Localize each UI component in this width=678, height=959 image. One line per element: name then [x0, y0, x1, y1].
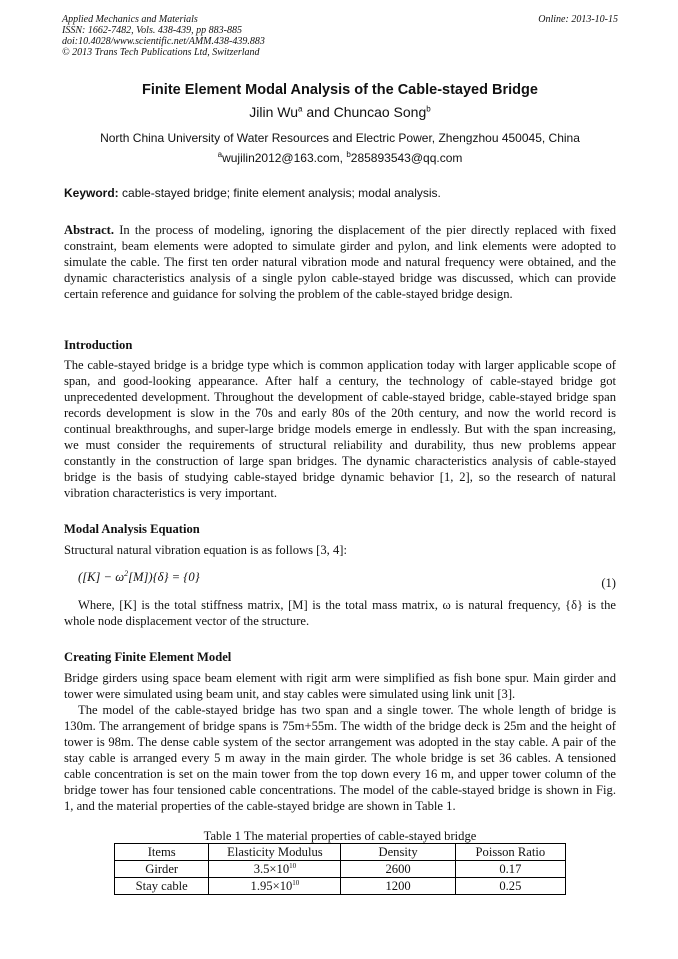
modulus-exponent: 10 [292, 878, 300, 887]
cell-item: Stay cable [115, 878, 209, 895]
table-caption: Table 1 The material properties of cable-stayed bridge [203, 829, 477, 843]
abstract [64, 222, 616, 302]
author-1-marker: a [298, 104, 303, 114]
creating-paragraph-2: The model of the cable-stayed bridge has two span and a single tower. The whole length of bridge is 130m. The arrangement of bridge spans is 75m+55m. The width of the bridge deck is 25m and the height of tower is 98m. The dense cable system of the sector arrangement was adopted in the stay cable. A pair of the stay cable is arranged every 5 m away in the main girder. The whole bridge is set 36 cables. A tensioned cable concentration is set on the main tower from the top down every 16 m, and upper tower column of the bridge tower has four tensioned cable concentrations. The model of the cable-stayed bridge is shown in Fig. 1, and the material properties of the cable-stayed bridge are shown in Table 1. [64, 703, 616, 813]
equation-exponent: 2 [124, 568, 129, 578]
cell-density: 1200 [341, 878, 455, 895]
keyword-text: cable-stayed bridge; finite element analysis; modal analysis. [118, 186, 441, 200]
modulus-exponent: 10 [289, 861, 297, 870]
modal-heading: Modal Analysis Equation [64, 522, 200, 536]
modal-where: Where, [K] is the total stiffness matrix, [M] is the total mass matrix, ω is natural frequency, {δ} is the whole node displacement vector of the structure. [64, 598, 616, 628]
introduction-text: The cable-stayed bridge is a bridge type which is common application today with larger applicable scope of span, and good-looking appearance. After half a century, the technology of cable-stayed bridge got unprecedented development. Throughout the development of cable-stayed bridge, cable-stayed bridge span records development is slow in the 70s and early 80s of the 20th century, and now the world record is continual breakthroughs, and super-large bridge models emerge in endlessly. But with the span increasing, we must consider the requirements of structural reliability and durability, thus new problems appear constantly in the construction of large span bridges. The dynamic characteristics analysis of cable-stayed bridge is the basis of studying cable-stayed bridge dynamic behavior [1, 2], so the research of natural vibration characteristics is very important. [64, 358, 616, 500]
table-header-row [115, 844, 566, 861]
author-2: Chuncao Song [333, 104, 427, 120]
equation-right: [M]){δ} = {0} [128, 570, 200, 584]
author-1: Jilin Wu [249, 104, 299, 120]
cell-poisson: 0.17 [455, 861, 565, 878]
modal-intro: Structural natural vibration equation is as follows [3, 4]: [64, 543, 347, 557]
material-table [114, 843, 566, 895]
email-a-marker: a [217, 150, 223, 159]
journal-header [62, 14, 618, 58]
cell-item: Girder [115, 861, 209, 878]
creating-paragraph-1: Bridge girders using space beam element with rigit arm were simplified as fish bone spur. Main girder and tower were simulated using beam unit, and stay cables were simulated using link unit [3]. [64, 671, 616, 701]
keyword-label: Keyword: [64, 186, 119, 200]
online-date: Online: 2013-10-15 [538, 14, 618, 25]
cell-modulus [209, 861, 341, 878]
authors-line [62, 104, 618, 120]
issn-line: ISSN: 1662-7482, Vols. 438-439, pp 883-885 [62, 25, 242, 36]
header-elasticity: Elasticity Modulus [209, 844, 341, 861]
email-b-marker: b [346, 150, 351, 159]
email-a[interactable]: wujilin2012@163.com, [222, 151, 343, 165]
equation-left: ([K] − ω [78, 570, 125, 584]
abstract-text: In the process of modeling, ignoring the displacement of the pier directly replaced with fixed constraint, beam elements were adopted to simulate girder and pylon, and link elements were adopted to simulate the cable. The first ten order natural vibration mode and natural frequency were obtained, and the dynamic characteristics analysis of a single pylon cable-stayed bridge was discussed, which can provide certain reference and guidance for solving the problem of the cable-stayed bridge design. [64, 223, 616, 301]
cell-density: 2600 [341, 861, 455, 878]
affiliation: North China University of Water Resources and Electric Power, Zhengzhou 450045, China [100, 131, 580, 145]
doi-line[interactable]: doi:10.4028/www.scientific.net/AMM.438-439.883 [62, 36, 265, 47]
equation-number: (1) [601, 576, 616, 590]
cell-poisson: 0.25 [455, 878, 565, 895]
table-row [115, 861, 566, 878]
author-2-marker: b [426, 104, 431, 114]
emails-line [62, 151, 618, 165]
header-poisson: Poisson Ratio [455, 844, 565, 861]
modulus-base: 1.95×10 [250, 878, 293, 893]
introduction-heading: Introduction [64, 338, 133, 352]
abstract-label: Abstract. [64, 223, 115, 237]
table-row [115, 878, 566, 895]
journal-name: Applied Mechanics and Materials [62, 14, 198, 25]
header-items: Items [115, 844, 209, 861]
keyword-line [64, 186, 441, 200]
header-density: Density [341, 844, 455, 861]
creating-heading: Creating Finite Element Model [64, 650, 232, 664]
modulus-base: 3.5×10 [253, 861, 290, 876]
equation [78, 570, 200, 585]
copyright-line: © 2013 Trans Tech Publications Ltd, Switzerland [62, 47, 260, 58]
email-b[interactable]: 285893543@qq.com [350, 151, 463, 165]
author-connector: and [302, 104, 334, 120]
cell-modulus [209, 878, 341, 895]
paper-title: Finite Element Modal Analysis of the Cable-stayed Bridge [142, 82, 538, 98]
